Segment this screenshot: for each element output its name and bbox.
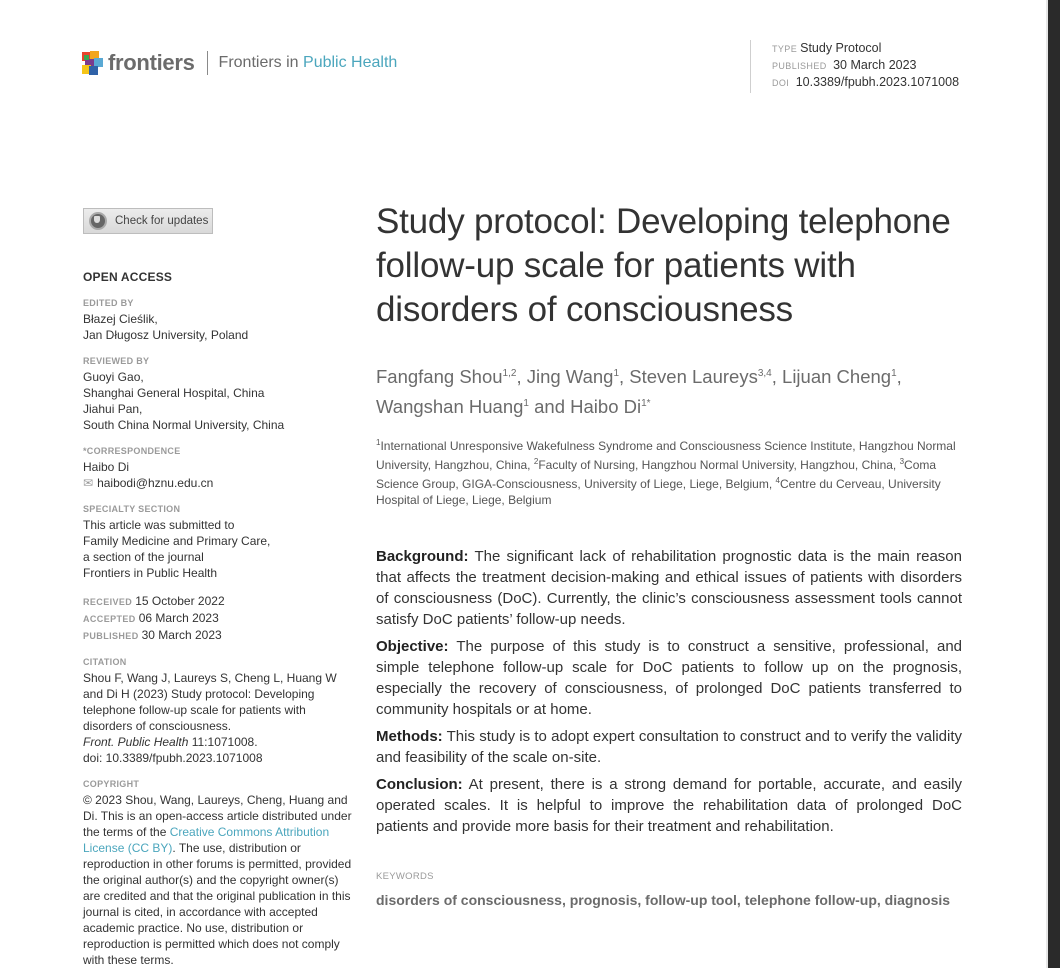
received-label: RECEIVED [83,597,133,607]
copyright-section [83,778,355,968]
publisher-name: frontiers [108,50,195,75]
author-name: Lijuan Cheng [782,366,892,388]
reviewer-affiliation: Shanghai General Hospital, China [83,386,265,400]
affiliation-text: International Unresponsive Wakefulness Syndrome and Consciousness Science Institute, Hangzhou Normal University, Hangzhou, China, [376,439,956,473]
journal-accent: Public Health [303,54,398,71]
editor-affiliation: Jan Długosz University, Poland [83,328,249,342]
bookmark-icon [89,212,107,230]
author-name: Wangshan Huang [376,396,524,418]
citation-doi: doi: 10.3389/fpubh.2023.1071008 [83,751,263,765]
affiliation-sup: 2 [533,457,539,467]
copyright-text-pre: © 2023 Shou, Wang, Laureys, Cheng, Huang and Di. This is an open-access article distributed under the terms of the [83,793,352,839]
type-value: Study Protocol [800,41,882,55]
author-affiliation-sup: 3,4 [757,368,772,379]
accepted-row [83,610,355,627]
citation-label: CITATION [83,657,127,667]
published-date: 30 March 2023 [141,628,222,642]
correspondence-email-row [83,475,355,491]
sidebar [83,208,355,968]
reviewer-affiliation: South China Normal University, China [83,418,285,432]
author [376,396,570,417]
reviewer-name: Jiahui Pan, [83,402,143,416]
copyright-label: COPYRIGHT [83,779,140,789]
author-sep: and [528,396,571,418]
affiliation-sup: 3 [899,457,905,467]
correspondence-section [83,445,355,491]
type-label: TYPE [772,44,798,54]
author-affiliation-sup: 1 [891,368,897,379]
abstract-background [376,546,962,630]
author [376,366,527,387]
specialty-section [83,503,355,581]
citation-journal: Front. Public Health [83,735,189,749]
citation-journal-row [83,734,355,750]
reviewed-by-section [83,355,355,433]
abstract-label: Conclusion: [376,776,463,794]
author-affiliation-sup: 1,2 [502,368,517,379]
check-for-updates-button[interactable] [83,208,213,234]
editor-name: Błazej Cieślik, [83,312,158,326]
abstract-methods [376,726,962,768]
check-for-updates-label: Check for updates [115,215,209,227]
edited-by-label: EDITED BY [83,298,134,308]
keywords: disorders of consciousness, prognosis, follow-up tool, telephone follow-up, diagnosis [376,892,951,909]
abstract [376,546,962,837]
citation-text: Shou F, Wang J, Laureys S, Cheng L, Huang W and Di H (2023) Study protocol: Developing telephone follow-up scale for patients with disorders of consciousness. [83,671,337,733]
author-sep: , [619,366,630,388]
published-row [83,627,355,644]
dates-section [83,593,355,644]
affiliation-text: Faculty of Nursing, Hangzhou Normal University, Hangzhou, China, [538,458,900,473]
citation-volume: 11:1071008. [188,735,258,749]
frontiers-logo[interactable] [82,50,397,76]
article-type [772,40,959,57]
article-doi [772,74,959,91]
author-sep: , [771,366,783,388]
affiliation-text: Centre du Cerveau, University Hospital of Liege, Liege, Belgium [376,477,941,508]
open-access-label: OPEN ACCESS [83,270,173,284]
abstract-text: This study is to adopt expert consultation to construct and to verify the validity and feasibility of the scale on-site. [376,728,962,767]
affiliation-sup: 1 [376,438,381,448]
correspondence-name: Haibo Di [83,460,130,474]
logo-divider [207,51,208,75]
specialty-label: SPECIALTY SECTION [83,504,181,514]
author-name: Fangfang Shou [376,366,503,388]
specialty-line: Frontiers in Public Health [83,566,218,580]
published-label: PUBLISHED [83,631,139,641]
abstract-text: At present, there is a strong demand for portable, accurate, and easily operated scales. It is helpful to improve the rehabilitation data of prolonged DoC patients and provide more basis for their treatment and rehabilitation. [376,776,962,836]
abstract-label: Objective: [376,638,449,656]
abstract-text: The significant lack of rehabilitation prognostic data is the main reason that affects the treatment decision-making and ethical issues of patients with disorders of consciousness (DoC). Currently, the clinic’s consciousness assessment tools cannot satisfy DoC patients’ follow-up needs. [376,548,962,629]
abstract-conclusion [376,774,962,837]
correspondence-email[interactable]: haibodi@hznu.edu.cn [97,476,214,490]
author-list [376,360,962,420]
author-affiliation-sup: 1 [523,398,529,410]
viewer-background [1048,0,1060,968]
correspondence-label: *CORRESPONDENCE [83,446,181,456]
affiliation-sup: 4 [775,476,780,486]
doi-label: DOI [772,78,790,88]
cc-by-license-link[interactable]: Creative Commons Attribution License (CC BY) [83,825,330,855]
doi-value[interactable]: 10.3389/fpubh.2023.1071008 [795,75,960,89]
edited-by-section [83,297,355,343]
frontiers-logo-icon [82,51,104,75]
accepted-label: ACCEPTED [83,614,136,624]
received-row [83,593,355,610]
copyright-text-post: . The use, distribution or reproduction in other forums is permitted, provided the original author(s) and the copyright owner(s) are credited and that the original publication in this journal is cited, in accordance with accepted academic practice. No use, distribution or reproduction is permitted which does not comply with these terms. [83,841,352,967]
article-main [376,200,962,908]
abstract-objective [376,636,962,720]
envelope-icon: ✉ [83,476,94,490]
journal-prefix: Frontiers in [218,54,304,71]
article-title: Study protocol: Developing telephone follow-up scale for patients with disorders of consciousness [376,202,951,329]
published-value: 30 March 2023 [833,58,917,72]
author-name: Jing Wang [526,366,614,388]
author-affiliation-sup: 1* [641,398,651,410]
author-affiliation-sup: 1 [613,368,619,379]
received-date: 15 October 2022 [135,594,225,608]
affiliations [376,435,962,508]
article-published [772,57,959,74]
author [570,396,650,417]
copyright-text [83,792,355,968]
author-name: Steven Laureys [629,366,758,388]
specialty-line: Family Medicine and Primary Care, [83,534,271,548]
abstract-text: The purpose of this study is to construct a sensitive, professional, and simple telephone follow-up scale for DoC patients to follow up on the prognosis, especially the recovery of consciousness, of prolonged DoC patients transferred to community hospitals or at home. [376,638,962,719]
journal-name [219,54,398,72]
citation-section [83,656,355,766]
article-meta [750,40,959,93]
reviewed-by-label: REVIEWED BY [83,356,150,366]
reviewer-name: Guoyi Gao, [83,370,144,384]
specialty-line: This article was submitted to [83,518,235,532]
abstract-label: Background: [376,548,469,566]
keywords-label: KEYWORDS [376,871,434,883]
author-name: Haibo Di [570,396,642,418]
affiliation-text: Coma Science Group, GIGA-Consciousness, University of Liege, Liege, Belgium, [376,458,937,492]
specialty-line: a section of the journal [83,550,204,564]
author [629,366,782,387]
author [782,366,902,387]
accepted-date: 06 March 2023 [138,611,219,625]
abstract-label: Methods: [376,728,443,746]
published-label: PUBLISHED [772,61,827,71]
author [527,366,630,387]
author-sep: , [896,366,902,388]
author-sep: , [516,366,527,388]
